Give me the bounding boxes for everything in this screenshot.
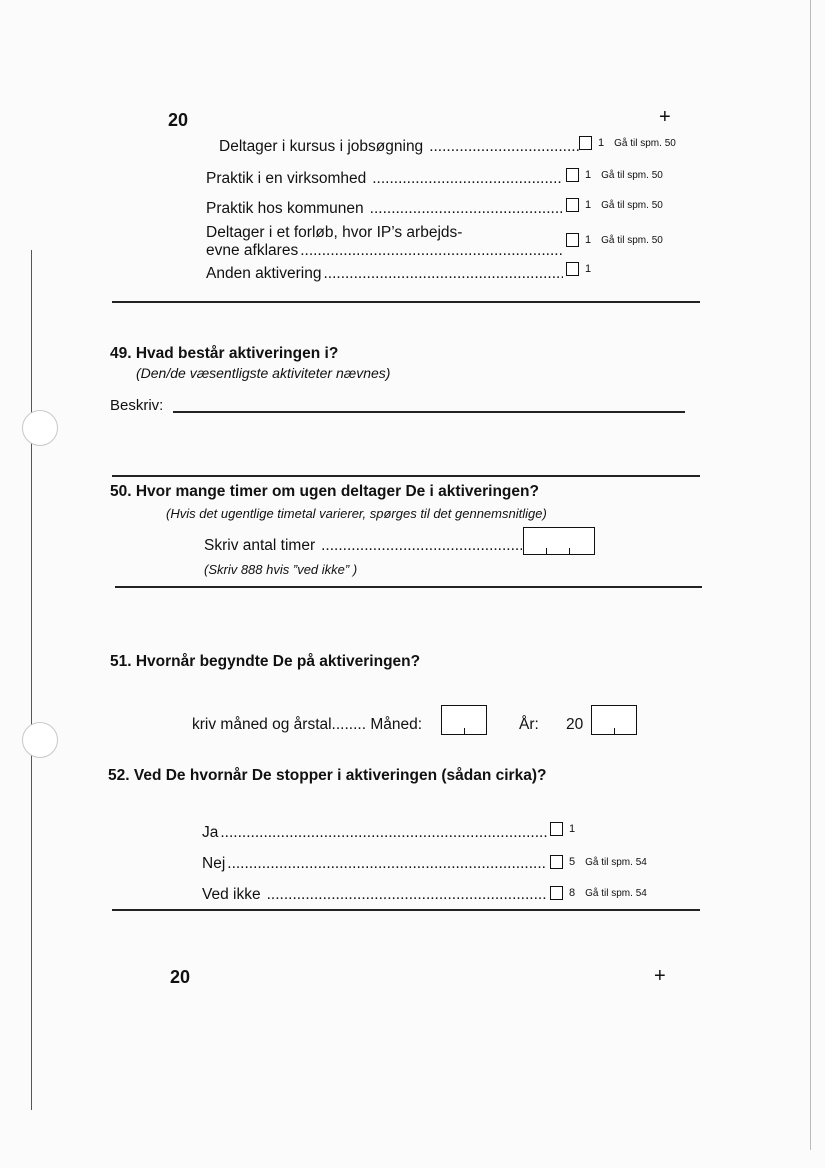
- option-code: 1: [585, 169, 592, 181]
- option-row: [202, 886, 547, 904]
- option-code: 1: [569, 823, 576, 835]
- dot-leader: [429, 138, 579, 156]
- checkbox[interactable]: [566, 233, 579, 247]
- skip-instruction: Gå til spm. 50: [614, 137, 676, 149]
- option-code: 5: [569, 856, 576, 868]
- right-edge-line: [810, 0, 811, 1150]
- footer-page-number: 20: [170, 967, 191, 987]
- option-label: Praktik hos kommunen: [206, 200, 364, 217]
- describe-answer-line[interactable]: [173, 411, 685, 413]
- month-entry-box[interactable]: [441, 705, 487, 735]
- option-code: 1: [598, 137, 605, 149]
- dot-leader: [323, 265, 563, 283]
- section-divider: [112, 475, 700, 477]
- option-row: [219, 138, 579, 156]
- option-row: [206, 200, 563, 218]
- section-divider: [115, 586, 702, 588]
- checkbox[interactable]: [566, 262, 579, 276]
- question-50-note: (Hvis det ugentlige timetal varierer, spørges til det gennemsnitlige): [166, 506, 547, 521]
- option-label: Deltager i kursus i jobsøgning: [219, 138, 424, 155]
- option-row: [206, 242, 563, 260]
- skip-instruction: Gå til spm. 54: [585, 856, 647, 868]
- question-51: 51. Hvornår begyndte De på aktiveringen?: [110, 653, 421, 670]
- option-row: [202, 824, 547, 842]
- section-divider: [112, 301, 700, 303]
- dot-leader: [372, 170, 563, 188]
- footer-registration-mark: +: [654, 965, 666, 987]
- question-49-note: (Den/de væsentligste aktiviteter nævnes): [136, 365, 391, 381]
- option-row: [202, 855, 547, 873]
- skip-instruction: Gå til spm. 54: [585, 887, 647, 899]
- option-label: Praktik i en virksomhed: [206, 170, 367, 187]
- dot-leader: [267, 886, 547, 904]
- option-code: 1: [585, 234, 592, 246]
- left-margin-line: [31, 250, 32, 1110]
- dot-leader: [227, 855, 547, 873]
- question-50: 50. Hvor mange timer om ugen deltager De i aktiveringen?: [110, 483, 539, 500]
- option-code: 8: [569, 887, 576, 899]
- year-prefix: 20: [566, 716, 584, 733]
- hours-entry-row: [204, 537, 522, 555]
- dot-leader: [300, 242, 563, 260]
- option-code: 1: [585, 199, 592, 211]
- skip-instruction: Gå til spm. 50: [601, 234, 663, 246]
- option-label: Ja: [202, 824, 219, 841]
- option-label: Ved ikke: [202, 886, 261, 903]
- month-year-label: kriv måned og årstal........ Måned:: [192, 716, 423, 733]
- checkbox[interactable]: [566, 198, 579, 212]
- checkbox[interactable]: [550, 855, 563, 869]
- question-52: 52. Ved De hvornår De stopper i aktiveringen (sådan cirka)?: [108, 767, 547, 784]
- option-label: Nej: [202, 855, 226, 872]
- hours-entry-label: Skriv antal timer: [204, 537, 316, 554]
- dot-leader: [220, 824, 547, 842]
- skip-instruction: Gå til spm. 50: [601, 199, 663, 211]
- hours-entry-box[interactable]: [523, 527, 595, 555]
- checkbox[interactable]: [550, 886, 563, 900]
- checkbox[interactable]: [579, 136, 592, 150]
- registration-mark: +: [659, 106, 671, 128]
- page-number: 20: [168, 110, 189, 130]
- describe-label: Beskriv:: [110, 397, 164, 414]
- dot-leader: [321, 537, 522, 555]
- option-label-line1: Deltager i et forløb, hvor IP’s arbejds-: [206, 224, 463, 241]
- dot-leader: [370, 200, 563, 218]
- punch-hole-bottom: [22, 722, 58, 758]
- option-code: 1: [585, 263, 592, 275]
- option-label-line2: evne afklares: [206, 242, 299, 259]
- year-entry-box[interactable]: [591, 705, 637, 735]
- section-divider: [112, 909, 700, 911]
- checkbox[interactable]: [550, 822, 563, 836]
- punch-hole-top: [22, 410, 58, 446]
- option-row: [206, 170, 563, 188]
- checkbox[interactable]: [566, 168, 579, 182]
- option-row: [206, 265, 563, 283]
- hours-entry-note: (Skriv 888 hvis ”ved ikke” ): [204, 562, 358, 577]
- question-49: 49. Hvad består aktiveringen i?: [110, 345, 339, 362]
- skip-instruction: Gå til spm. 50: [601, 169, 663, 181]
- year-label: År:: [519, 716, 539, 733]
- option-label: Anden aktivering: [206, 265, 322, 282]
